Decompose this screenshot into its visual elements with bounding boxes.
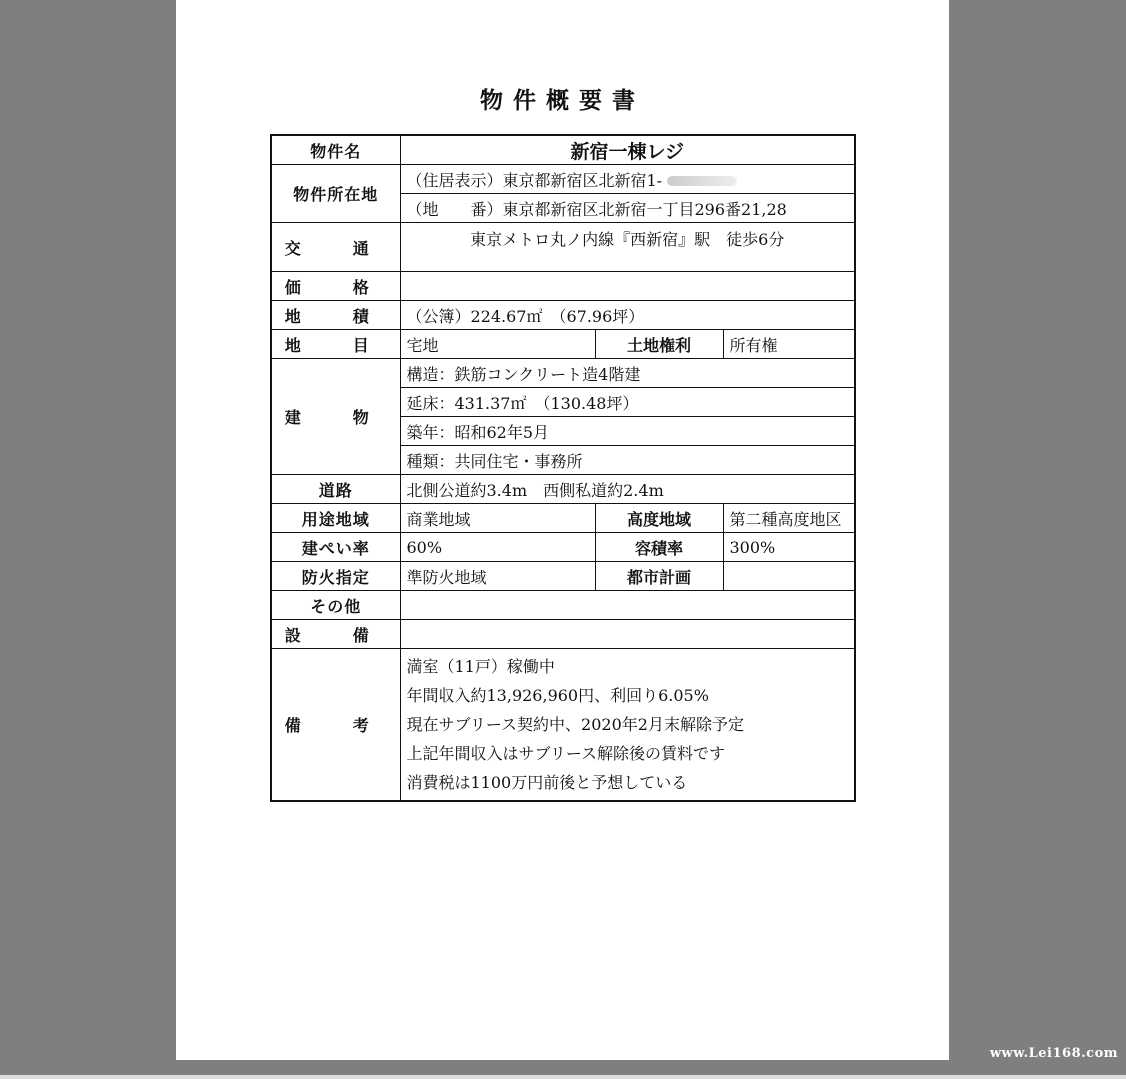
label-remarks: 備 考	[271, 649, 400, 802]
label-price: 価 格	[271, 272, 400, 301]
label-land-category: 地 目	[271, 330, 400, 359]
value-land-category: 宅地	[400, 330, 595, 359]
value-building-type: 種類：共同住宅・事務所	[400, 446, 855, 475]
remarks-line: 消費税は1100万円前後と予想している	[406, 773, 688, 792]
document-title: 物件概要書	[480, 88, 645, 114]
label-coverage: 建ぺい率	[271, 533, 400, 562]
property-summary-table	[270, 134, 856, 802]
value-price	[400, 272, 855, 301]
bottom-bar	[0, 1075, 1126, 1079]
value-equipment	[400, 620, 855, 649]
remarks-line: 満室（11戸）稼働中	[406, 657, 555, 676]
label-property-name: 物件名	[271, 135, 400, 165]
row-transport	[271, 223, 855, 272]
row-road	[271, 475, 855, 504]
row-remarks	[271, 649, 855, 802]
watermark: www.Lei168.com	[989, 1046, 1118, 1061]
value-building-floor-area: 延床：431.37㎡ （130.48坪）	[400, 388, 855, 417]
label-land-area: 地 積	[271, 301, 400, 330]
value-building-built: 築年：昭和62年5月	[400, 417, 855, 446]
value-property-name: 新宿一棟レジ	[400, 135, 855, 165]
label-building: 建 物	[271, 359, 400, 475]
value-remarks	[400, 649, 855, 802]
label-fire: 防火指定	[271, 562, 400, 591]
row-zoning	[271, 504, 855, 533]
row-price	[271, 272, 855, 301]
value-other	[400, 591, 855, 620]
label-road: 道路	[271, 475, 400, 504]
label-transport: 交 通	[271, 223, 400, 272]
label-other: その他	[271, 591, 400, 620]
label-city-planning: 都市計画	[595, 562, 723, 591]
row-fire	[271, 562, 855, 591]
row-coverage	[271, 533, 855, 562]
label-location: 物件所在地	[271, 165, 400, 223]
value-height-district: 第二種高度地区	[723, 504, 855, 533]
value-fire: 準防火地域	[400, 562, 595, 591]
remarks-line: 年間収入約13,926,960円、利回り6.05%	[406, 686, 709, 705]
row-location-residence	[271, 165, 855, 194]
row-building-structure	[271, 359, 855, 388]
value-zoning: 商業地域	[400, 504, 595, 533]
label-land-rights: 土地権利	[595, 330, 723, 359]
row-land-category	[271, 330, 855, 359]
remarks-line: 現在サブリース契約中、2020年2月末解除予定	[406, 715, 744, 734]
label-equipment: 設 備	[271, 620, 400, 649]
value-land-rights: 所有権	[723, 330, 855, 359]
value-road: 北側公道約3.4m 西側私道約2.4m	[400, 475, 855, 504]
value-city-planning	[723, 562, 855, 591]
value-transport: 東京メトロ丸ノ内線『西新宿』駅 徒歩6分	[400, 223, 855, 272]
value-coverage: 60%	[400, 533, 595, 562]
value-location-residence	[400, 165, 855, 194]
label-zoning: 用途地域	[271, 504, 400, 533]
row-property-name	[271, 135, 855, 165]
row-equipment	[271, 620, 855, 649]
label-height-district: 高度地域	[595, 504, 723, 533]
document-page	[176, 0, 949, 1060]
remarks-line: 上記年間収入はサブリース解除後の賃料です	[406, 744, 726, 763]
value-floor-area-ratio: 300%	[723, 533, 855, 562]
value-land-area: （公簿）224.67㎡ （67.96坪）	[400, 301, 855, 330]
row-other	[271, 591, 855, 620]
label-floor-area-ratio: 容積率	[595, 533, 723, 562]
value-location-lot: （地 番）東京都新宿区北新宿一丁目296番21,28	[400, 194, 855, 223]
residence-text: （住居表示）東京都新宿区北新宿1-	[406, 170, 663, 190]
redaction-mark	[667, 176, 737, 186]
value-building-structure: 構造：鉄筋コンクリート造4階建	[400, 359, 855, 388]
row-land-area	[271, 301, 855, 330]
